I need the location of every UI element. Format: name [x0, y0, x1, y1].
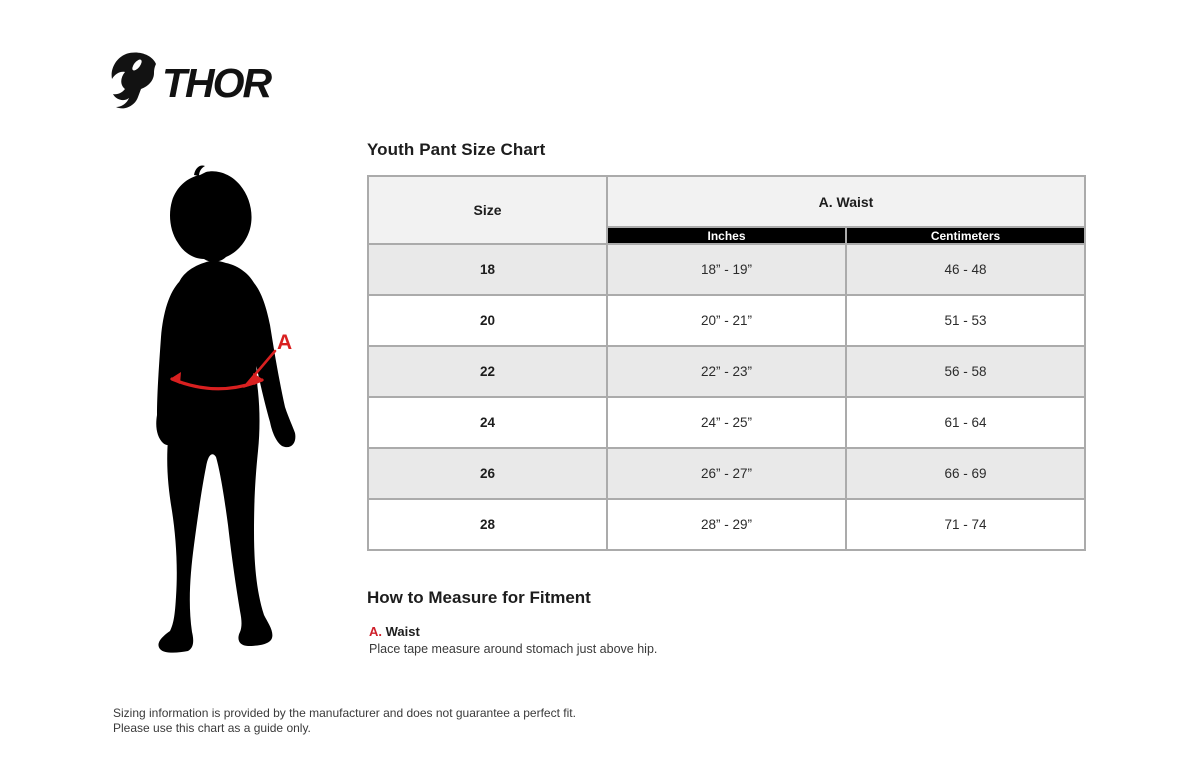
- centimeters-value: 66 - 69: [846, 448, 1085, 499]
- measure-item-description: Place tape measure around stomach just above hip.: [369, 642, 658, 656]
- child-silhouette-graphic: [148, 165, 313, 665]
- measure-item-name: Waist: [385, 624, 420, 639]
- table-row: [368, 295, 1085, 346]
- thor-logo: [110, 50, 290, 110]
- inches-column-header: Inches: [607, 227, 846, 244]
- size-value: 20: [368, 295, 607, 346]
- size-value: 24: [368, 397, 607, 448]
- silhouette-head: [170, 171, 252, 262]
- table-row: [368, 499, 1085, 550]
- centimeters-value: 56 - 58: [846, 346, 1085, 397]
- waist-group-header: A. Waist: [607, 176, 1085, 227]
- goat-head-icon: [112, 52, 156, 108]
- size-value: 22: [368, 346, 607, 397]
- size-chart-table: [367, 175, 1086, 551]
- disclaimer-line-1: Sizing information is provided by the manufacturer and does not guarantee a perfect fit.: [113, 706, 576, 720]
- sizing-disclaimer: [113, 706, 576, 736]
- waist-annotation-label: A: [277, 331, 293, 354]
- silhouette-torso-legs: [158, 261, 272, 653]
- size-value: 18: [368, 244, 607, 295]
- table-row: [368, 397, 1085, 448]
- table-row: [368, 346, 1085, 397]
- disclaimer-line-2: Please use this chart as a guide only.: [113, 721, 311, 735]
- inches-value: 26” - 27”: [607, 448, 846, 499]
- measure-item-letter: A.: [369, 624, 382, 639]
- table-group-header-row: [368, 176, 1085, 227]
- centimeters-value: 61 - 64: [846, 397, 1085, 448]
- size-column-header: Size: [368, 176, 607, 244]
- inches-value: 20” - 21”: [607, 295, 846, 346]
- thor-logo-graphic: [110, 50, 290, 110]
- centimeters-value: 46 - 48: [846, 244, 1085, 295]
- measurement-figure: [148, 165, 313, 665]
- page-title: Youth Pant Size Chart: [367, 140, 546, 159]
- inches-value: 22” - 23”: [607, 346, 846, 397]
- measure-item-title: [369, 624, 657, 639]
- table-row: [368, 448, 1085, 499]
- centimeters-value: 51 - 53: [846, 295, 1085, 346]
- centimeters-column-header: Centimeters: [846, 227, 1085, 244]
- size-value: 26: [368, 448, 607, 499]
- size-value: 28: [368, 499, 607, 550]
- table-row: [368, 244, 1085, 295]
- logo-wordmark: THOR: [162, 60, 271, 106]
- inches-value: 24” - 25”: [607, 397, 846, 448]
- measure-item-waist: [369, 624, 657, 656]
- inches-value: 18” - 19”: [607, 244, 846, 295]
- centimeters-value: 71 - 74: [846, 499, 1085, 550]
- howto-heading: How to Measure for Fitment: [367, 588, 591, 607]
- inches-value: 28” - 29”: [607, 499, 846, 550]
